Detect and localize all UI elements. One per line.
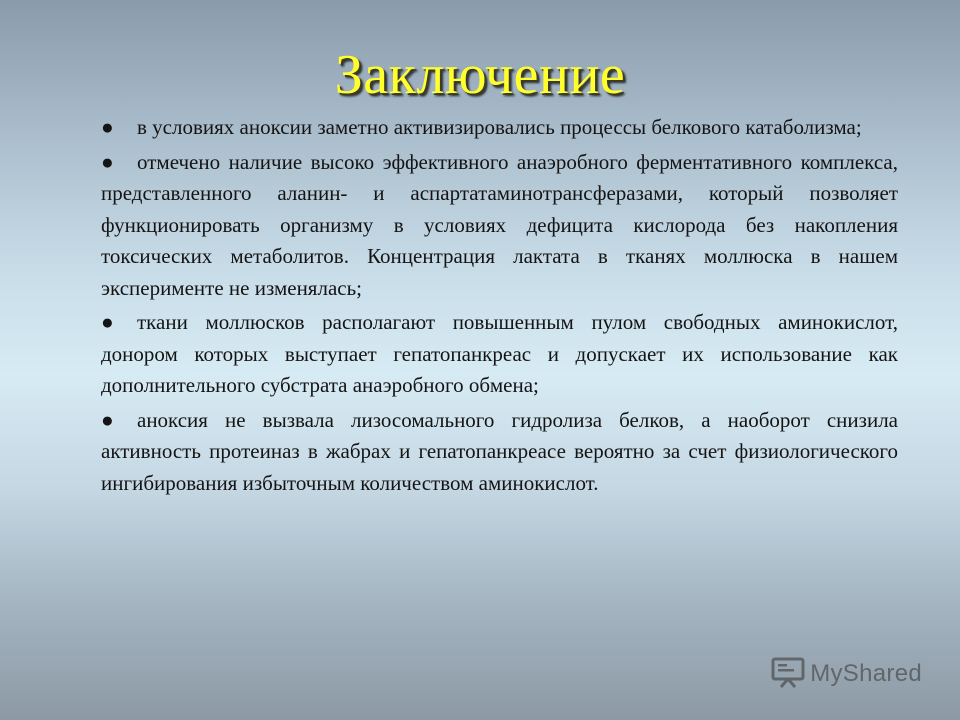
conclusion-text-1: в условиях аноксии заметно активизировались процессы белкового катаболизма; xyxy=(137,115,862,139)
conclusion-list xyxy=(101,112,898,502)
slide-title: Заключение xyxy=(334,44,626,106)
conclusion-text-3: ткани моллюсков располагают повышенным пулом свободных аминокислот, донором которых выступает гепатопанкреас и допускает их использование как дополнительного субстрата анаэробного обмена; xyxy=(101,310,898,397)
conclusion-item-3 xyxy=(101,307,898,402)
watermark-logo xyxy=(771,656,922,692)
conclusion-text-4: аноксия не вызвала лизосомального гидролиза белков, а наоборот снизила активность протеиназ в жабрах и гепатопанкреасе вероятно за счет физиологического ингибирования избыточным количеством аминокислот. xyxy=(101,407,898,495)
bullet-icon: ● xyxy=(101,115,114,139)
bullet-icon: ● xyxy=(101,310,114,334)
conclusion-text-2: отмечено наличие высоко эффективного анаэробного ферментативного комплекса, представленного аланин- и аспартатаминотрансферазами, который позволяет функционировать организму в условиях дефицита кислорода без накопления токсических метаболитов. Концентрация лактата в тканях моллюска в нашем эксперименте не изменялась; xyxy=(101,149,898,300)
conclusion-item-4 xyxy=(101,405,898,500)
presentation-screen-icon xyxy=(771,656,805,693)
conclusion-item-1 xyxy=(101,112,898,144)
watermark-text: MyShared xyxy=(810,660,922,687)
bullet-icon: ● xyxy=(101,149,114,174)
bullet-icon: ● xyxy=(101,407,114,432)
conclusion-item-2 xyxy=(101,147,898,305)
